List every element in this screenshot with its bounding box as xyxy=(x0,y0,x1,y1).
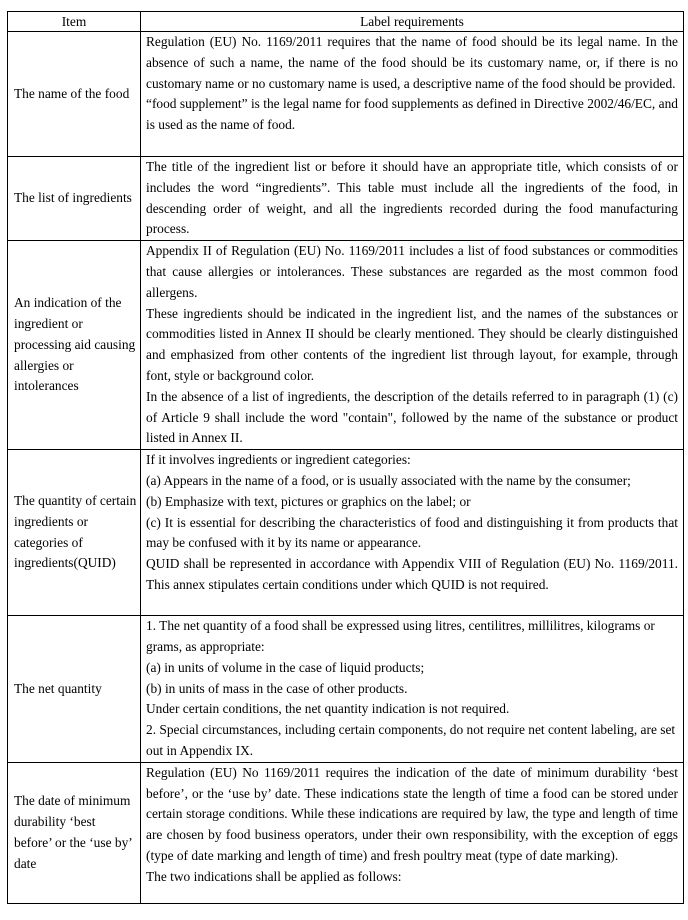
table-header-row xyxy=(8,12,684,32)
requirement-paragraph: 1. The net quantity of a food shall be expressed using litres, centilitres, millilitres, kilograms or grams, as appropriate: xyxy=(146,618,655,654)
table-row xyxy=(8,157,684,241)
row-requirements-net-quantity xyxy=(141,616,684,763)
requirement-paragraph: Under certain conditions, the net quantity indication is not required. xyxy=(146,701,510,717)
table-row xyxy=(8,241,684,450)
requirement-paragraph: The title of the ingredient list or before it should have an appropriate title, which consists of or includes the word “ingredients”. This table must include all the ingredients of the food, in descending order of weight, and all the ingredients recorded during the food manufacturing process. xyxy=(146,159,678,237)
row-requirements-date-of-minimum-durability xyxy=(141,762,684,903)
row-item-quid: The quantity of certain ingredients or categories of ingredients(QUID) xyxy=(8,450,141,616)
header-item: Item xyxy=(8,12,141,32)
requirement-paragraph: If it involves ingredients or ingredient categories: xyxy=(146,452,411,468)
row-item-allergens: An indication of the ingredient or processing aid causing allergies or intolerances xyxy=(8,241,141,450)
requirement-paragraph: (b) Emphasize with text, pictures or graphics on the label; or xyxy=(146,493,471,509)
requirement-paragraph: 2. Special circumstances, including certain components, do not require net content labeling, are set out in Appendix IX. xyxy=(146,722,676,758)
table-row xyxy=(8,32,684,157)
table-row xyxy=(8,450,684,616)
row-requirements-quid xyxy=(141,450,684,616)
requirement-paragraph: (b) in units of mass in the case of other products. xyxy=(146,680,408,696)
requirement-paragraph: (a) in units of volume in the case of liquid products; xyxy=(146,659,425,675)
table-row xyxy=(8,616,684,763)
row-requirements-name-of-food xyxy=(141,32,684,157)
row-item-date-of-minimum-durability: The date of minimum durability ‘best before’ or the ‘use by’ date xyxy=(8,762,141,903)
requirement-paragraph: Regulation (EU) No. 1169/2011 requires that the name of food should be its legal name. In the absence of such a name, the name of the food should be its customary name, or, if there is no customary name or no customary name is used, a descriptive name of the food should be provided. xyxy=(146,34,678,91)
row-item-net-quantity: The net quantity xyxy=(8,616,141,763)
requirement-paragraph: Regulation (EU) No 1169/2011 requires the indication of the date of minimum durability ‘best before’, or the ‘use by’ date. These indications state the length of time a food can be stored under certain storage conditions. While these indications are required by law, the type and length of time are chosen by food business operators, under their own responsibility, with the exception of eggs (type of date marking and length of time) and fresh poultry meat (type of date marking). xyxy=(146,764,678,863)
header-label-requirements: Label requirements xyxy=(141,12,684,32)
row-requirements-list-of-ingredients xyxy=(141,157,684,241)
table-row xyxy=(8,762,684,903)
row-item-list-of-ingredients: The list of ingredients xyxy=(8,157,141,241)
requirement-paragraph: QUID shall be represented in accordance with Appendix VIII of Regulation (EU) No. 1169/2011. This annex stipulates certain conditions under which QUID is not required. xyxy=(146,556,678,592)
requirement-paragraph: (c) It is essential for describing the characteristics of food and distinguishing it from products that may be confused with it by its name or appearance. xyxy=(146,514,678,551)
requirement-paragraph: Appendix II of Regulation (EU) No. 1169/2011 includes a list of food substances or commodities that cause allergies or intolerances. These substances are regarded as the most common food allergens. xyxy=(146,243,678,300)
requirement-paragraph: The two indications shall be applied as follows: xyxy=(146,868,402,884)
requirement-paragraph: In the absence of a list of ingredients, the description of the details referred to in paragraph (1) (c) of Article 9 shall include the word "contain", followed by the name of the substance or product listed in Annex II. xyxy=(146,388,678,446)
requirement-paragraph: (a) Appears in the name of a food, or is usually associated with the name by the consumer; xyxy=(146,472,631,488)
row-item-name-of-food: The name of the food xyxy=(8,32,141,157)
label-requirements-table xyxy=(7,11,684,904)
requirement-paragraph: These ingredients should be indicated in the ingredient list, and the names of the substances or commodities listed in Annex II should be clearly mentioned. They should be clearly distinguished and emphasized from other contents of the ingredient list through layout, for example, through font, style or background color. xyxy=(146,305,678,383)
requirement-paragraph: “food supplement” is the legal name for food supplements as defined in Directive 2002/46/EC, and is used as the name of food. xyxy=(146,96,678,133)
row-requirements-allergens xyxy=(141,241,684,450)
